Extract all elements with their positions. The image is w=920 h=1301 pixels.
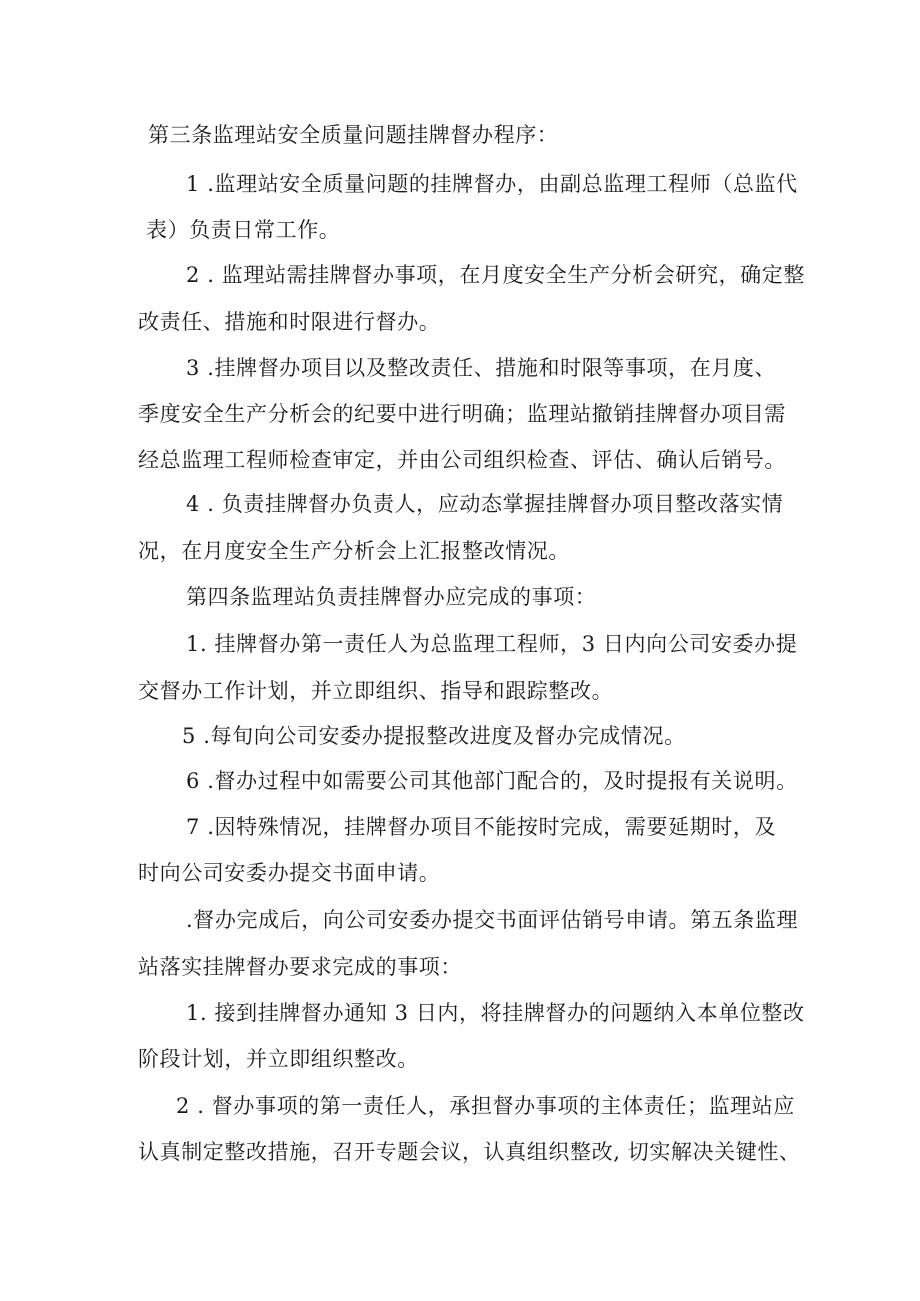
article-3-heading: 第三条监理站安全质量问题挂牌督办程序： <box>148 123 559 147</box>
paragraph-line: 季度安全生产分析会的纪要中进行明确；监理站撤销挂牌督办项目需 <box>138 402 786 426</box>
paragraph-line: 1. 接到挂牌督办通知 3 日内，将挂牌督办的问题纳入本单位整改 <box>186 1001 805 1025</box>
paragraph-line: 时向公司安委办提交书面申请。 <box>138 861 441 885</box>
paragraph-line: .督办完成后，向公司安委办提交书面评估销号申请。第五条监理 <box>186 908 799 932</box>
paragraph-line: 7 .因特殊情况，挂牌督办项目不能按时完成，需要延期时，及 <box>186 815 777 839</box>
paragraph-line: 2 . 监理站需挂牌督办事项，在月度安全生产分析会研究，确定整 <box>186 263 805 287</box>
paragraph-line: 6 .督办过程中如需要公司其他部门配合的，及时提报有关说明。 <box>186 769 798 793</box>
paragraph-line: 交督办工作计划，并立即组织、指导和跟踪整改。 <box>138 679 614 703</box>
paragraph-line: 站落实挂牌督办要求完成的事项： <box>138 955 462 979</box>
paragraph-line: 2 . 督办事项的第一责任人，承担督办事项的主体责任；监理站应 <box>176 1094 795 1118</box>
paragraph-line: 认真制定整改措施，召开专题会议，认真组织整改, 切实解决关键性、 <box>138 1140 801 1164</box>
paragraph-line: 况，在月度安全生产分析会上汇报整改情况。 <box>138 539 570 563</box>
paragraph-line: 4 . 负责挂牌督办负责人，应动态掌握挂牌督办项目整改落实情 <box>186 492 784 516</box>
article-4-heading: 第四条监理站负责挂牌督办应完成的事项： <box>186 585 597 609</box>
paragraph-line: 阶段计划，并立即组织整改。 <box>138 1047 419 1071</box>
paragraph-line: 经总监理工程师检查审定，并由公司组织检查、评估、确认后销号。 <box>138 448 786 472</box>
paragraph-line: 1 .监理站安全质量问题的挂牌督办，由副总监理工程师（总监代 <box>186 172 798 196</box>
paragraph-line: 1. 挂牌督办第一责任人为总监理工程师，3 日内向公司安委办提 <box>186 632 798 656</box>
paragraph-line: 改责任、措施和时限进行督办。 <box>138 310 441 334</box>
paragraph-line: 表）负责日常工作。 <box>146 218 341 242</box>
paragraph-line: 5 .每旬向公司安委办提报整改进度及督办完成情况。 <box>182 724 686 748</box>
paragraph-line: 3 .挂牌督办项目以及整改责任、措施和时限等事项，在月度、 <box>186 356 777 380</box>
